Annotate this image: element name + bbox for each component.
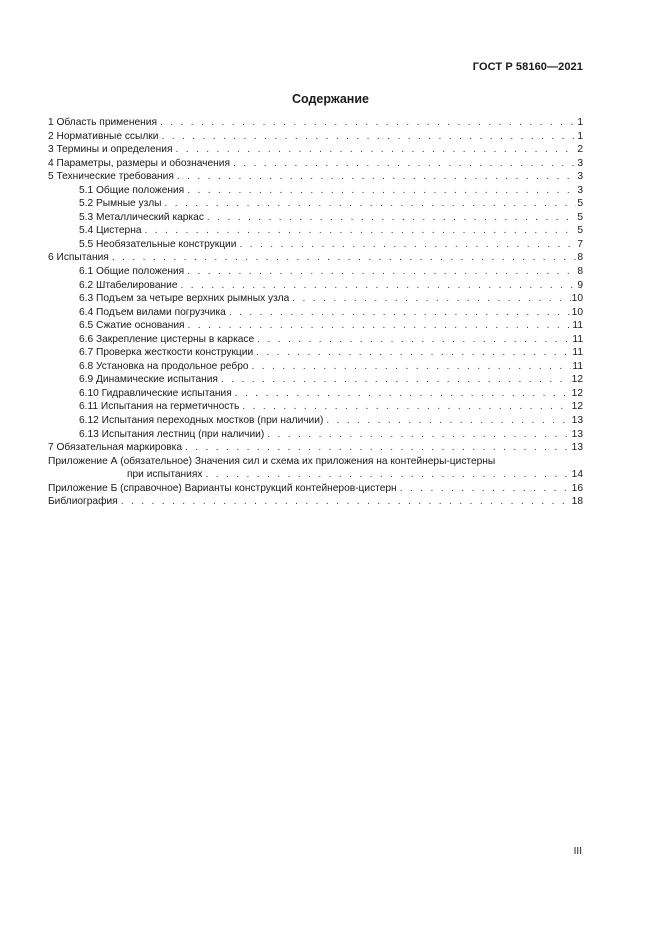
toc-entry-7[interactable] — [48, 441, 583, 455]
toc-entry-6-10[interactable] — [48, 387, 583, 401]
toc-entry-label: 6.9 Динамические испытания — [79, 374, 218, 386]
toc-entry-5-1[interactable] — [48, 184, 583, 198]
toc-entry-label: 5 Технические требования — [48, 171, 174, 183]
toc-entry-6-7[interactable] — [48, 346, 583, 360]
toc-entry-label: 4 Параметры, размеры и обозначения — [48, 157, 230, 169]
toc-appendix-a-line1[interactable] — [48, 455, 583, 469]
toc-entry-page: 2 — [577, 144, 583, 156]
toc-entry-page: 11 — [572, 360, 583, 372]
toc-entry-page: 10 — [571, 293, 583, 305]
toc-entry-page: 3 — [577, 157, 583, 169]
toc-entry-6-2[interactable] — [48, 279, 583, 293]
toc-entry-label: Приложение А (обязательное) Значения сил и схема их приложения на контейнеры-цистерны — [48, 455, 496, 467]
toc-entry-label: Приложение Б (справочное) Варианты конструкций контейнеров-цистерн — [48, 482, 397, 494]
toc-entry-4[interactable] — [48, 157, 583, 171]
toc-entry-5-2[interactable] — [48, 197, 583, 211]
toc-bibliography[interactable] — [48, 495, 583, 509]
toc-entry-page: 11 — [572, 347, 583, 359]
toc-title: Содержание — [291, 92, 369, 106]
toc-entry-label: 6.1 Общие положения — [79, 266, 185, 278]
toc-entry-5-5[interactable] — [48, 238, 583, 252]
toc-appendix-b[interactable] — [48, 482, 583, 496]
toc-entry-page: 12 — [571, 374, 583, 386]
toc-entry-page: 11 — [572, 320, 583, 332]
toc-entry-page: 1 — [577, 117, 583, 128]
page-number: III — [573, 846, 582, 857]
toc-entry-label: 5.3 Металлический каркас — [79, 211, 204, 223]
toc-entry-page: 8 — [577, 252, 583, 264]
toc-entry-label: при испытаниях — [127, 469, 203, 481]
toc-entry-label: 1 Область применения — [48, 117, 157, 128]
toc-entry-6-1[interactable] — [48, 265, 583, 279]
toc-entry-label: 6.8 Установка на продольное ребро — [79, 360, 249, 372]
toc-entry-label: 6 Испытания — [48, 252, 109, 264]
toc-entry-6-13[interactable] — [48, 428, 583, 442]
toc-entry-page: 5 — [577, 211, 583, 223]
toc-entry-2[interactable] — [48, 130, 583, 144]
toc-entry-3[interactable] — [48, 143, 583, 157]
toc-entry-label: 6.4 Подъем вилами погрузчика — [79, 306, 226, 318]
toc-entry-page: 13 — [571, 442, 583, 454]
toc-entry-label: 6.10 Гидравлические испытания — [79, 387, 232, 399]
toc-entry-page: 5 — [577, 198, 583, 210]
toc-entry-label: 6.2 Штабелирование — [79, 279, 178, 291]
toc-entry-page: 13 — [571, 415, 583, 427]
toc-entry-label: 6.11 Испытания на герметичность — [79, 401, 240, 413]
toc-entry-6-12[interactable] — [48, 414, 583, 428]
toc-entry-label: 6.7 Проверка жесткости конструкции — [79, 347, 254, 359]
toc-entry-6-3[interactable] — [48, 292, 583, 306]
toc-entry-page: 16 — [571, 482, 583, 494]
table-of-contents — [48, 116, 583, 509]
toc-entry-page: 11 — [572, 333, 583, 345]
toc-entry-page: 5 — [577, 225, 583, 237]
toc-entry-page: 3 — [577, 171, 583, 183]
toc-entry-5-4[interactable] — [48, 224, 583, 238]
toc-entry-6-9[interactable] — [48, 373, 583, 387]
toc-entry-label: 5.5 Необязательные конструкции — [79, 238, 237, 250]
toc-entry-label: 6.6 Закрепление цистерны в каркасе — [79, 333, 255, 345]
toc-entry-page: 18 — [571, 496, 583, 508]
toc-entry-label: 6.13 Испытания лестниц (при наличии) — [79, 428, 265, 440]
toc-entry-page: 3 — [577, 184, 583, 196]
toc-entry-page: 9 — [577, 279, 583, 291]
toc-entry-6-4[interactable] — [48, 306, 583, 320]
toc-entry-page: 1 — [577, 130, 583, 142]
toc-entry-label: 5.4 Цистерна — [79, 225, 142, 237]
toc-entry-6-5[interactable] — [48, 319, 583, 333]
toc-entry-1[interactable] — [48, 116, 583, 130]
toc-entry-label: 3 Термины и определения — [48, 144, 173, 156]
toc-entry-label: Библиография — [48, 496, 118, 508]
toc-entry-page: 10 — [571, 306, 583, 318]
toc-entry-6-6[interactable] — [48, 333, 583, 347]
toc-entry-label: 6.3 Подъем за четыре верхних рымных узла — [79, 293, 290, 305]
toc-entry-label: 7 Обязательная маркировка — [48, 442, 183, 454]
toc-entry-page: 13 — [571, 428, 583, 440]
toc-entry-6-8[interactable] — [48, 360, 583, 374]
toc-entry-page: 12 — [571, 387, 583, 399]
toc-entry-6[interactable] — [48, 251, 583, 265]
toc-entry-page: 14 — [571, 469, 583, 481]
toc-appendix-a-line2[interactable] — [48, 468, 583, 482]
toc-entry-page: 12 — [571, 401, 583, 413]
toc-entry-label: 2 Нормативные ссылки — [48, 130, 159, 142]
toc-entry-5[interactable] — [48, 170, 583, 184]
toc-entry-label: 5.2 Рымные узлы — [79, 198, 162, 210]
toc-entry-label: 6.12 Испытания переходных мостков (при наличии) — [79, 415, 324, 427]
toc-entry-5-3[interactable] — [48, 211, 583, 225]
toc-entry-6-11[interactable] — [48, 400, 583, 414]
document-code: ГОСТ Р 58160—2021 — [472, 61, 583, 73]
toc-entry-label: 6.5 Сжатие основания — [79, 320, 185, 332]
toc-entry-label: 5.1 Общие положения — [79, 184, 185, 196]
toc-entry-page: 8 — [577, 266, 583, 278]
toc-entry-page: 7 — [577, 238, 583, 250]
